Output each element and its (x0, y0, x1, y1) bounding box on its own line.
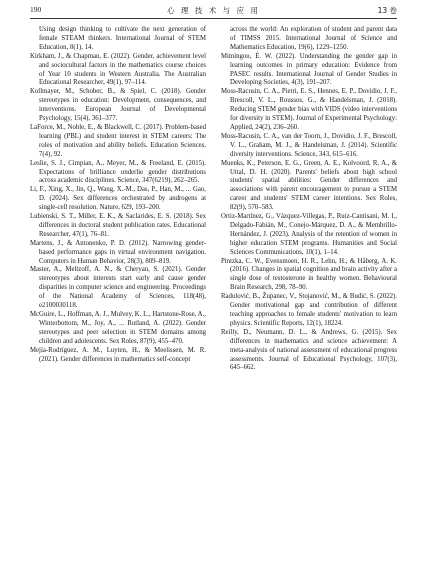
reference-entry: across the world: An exploration of student and parent data of TIMSS 2015. International Journal of Science and Mathematics Education, 19(6), 1229–1250. (230, 26, 397, 51)
reference-entry: Mimingou, É. W. (2022). Understanding the gender gap in learning outcomes in primary education: Evidence from PASEC results. International Journal of Gender Studies in Developing Societies, 4(3), 191–207. (221, 52, 397, 87)
reference-entry: LaForce, M., Noble, E., & Blackwell, C. (2017). Problem-based learning (PBL) and student interest in STEM careers: The roles of motivation and ability beliefs. Education Sciences, 7(4), 92. (30, 123, 206, 158)
reference-entry: Reilly, D., Neumann, D. L., & Andrews, G. (2015). Sex differences in mathematics and science achievement: A meta-analysis of national assessment of educational progress assessments. Journal of Educational Psychology, 107(3), 645–662. (221, 328, 397, 372)
reference-entry: Kirkham, J., & Chapman, E. (2022). Gender, achievement level and sociocultural factors in the mathematics course choices of Year 10 students in Western Australia. The Australian Educational Researcher, 49(1), 97–114. (30, 52, 206, 87)
header-rule (30, 18, 397, 19)
reference-entry: Muenks, K., Peterson, E. G., Green, A. E., Kolvoord, R. A., & Uttal, D. H. (2020). Parents' beliefs about high school students' spatial abilities: Gender differences and associations with parent encouragement to pursue a STEM career and students' STEM career intentions. Sex Roles, 82(9), 570–583. (221, 159, 397, 212)
reference-entry: Moss-Racusin, C. A., Pietri, E. S., Hennes, E. P., Dovidio, J. F., Brescoll, V. L., Roussos, G., & Handelsman, J. (2018). Reducing STEM gender bias with VIDS (video interventions for diversity in STEM). Journal of Experimental Psychology: Applied, 24(2), 236–260. (221, 88, 397, 131)
reference-entry: Ortiz-Martínez, G., Vázquez-Villegas, P., Ruiz-Cantisani, M. I., Delgado-Fabián, M., Conejo-Márquez, D. A., & Membrillo-Hernández, J. (2023). Analysis of the retention of women in higher education STEM programs. Humanities and Social Sciences Communications, 10(1), 1–14. (221, 213, 397, 256)
journal-title: 心 理 技 术 与 应 用 (167, 6, 260, 15)
reference-entry: Using design thinking to cultivate the next generation of female STEAM thinkers. International Journal of STEM Education, 8(1), 14. (39, 26, 206, 51)
reference-entry: Kollmayer, M., Schober, B., & Spiel, C. (2018). Gender stereotypes in education: Development, consequences, and interventions. European Journal of Developmental Psychology, 15(4), 361–377. (30, 88, 206, 123)
page-number: 190 (30, 5, 42, 14)
reference-entry: Moss-Racusin, C. A., van der Toorn, J., Dovidio, J. F., Brescoll, V. L., Graham, M. J., & Handelsman, J. (2014). Scientific diversity interventions. Science, 343, 615–616. (221, 132, 397, 158)
reference-entry: Li, F., Xing, X., Jin, Q., Wang, X.-M., Das, P., Han, M., ... Gao, D. (2024). Sex differences orchestrated by androgens at single-cell resolution. Nature, 629, 193–200. (30, 186, 206, 212)
volume-label: 13 卷 (377, 6, 397, 15)
reference-entry: Master, A., Meltzoff, A. N., & Cheryan, S. (2021). Gender stereotypes about interests start early and cause gender disparities in computer science and engineering. Proceedings of the National Academy of Sciences, 118(48), e2100030118. (30, 266, 206, 310)
reference-entry: Lubienski, S. T., Miller, E. K., & Saclarides, E. S. (2018). Sex differences in doctoral student publication rates. Educational Researcher, 47(1), 76–81. (30, 213, 206, 238)
reference-entry: Mejía-Rodríguez, A. M., Luyten, H., & Meelissen, M. R. (2021). Gender differences in mathematics self-concept (30, 346, 206, 363)
references-left-column (30, 26, 206, 364)
references-right-column (221, 26, 397, 373)
page-header (0, 0, 427, 22)
reference-entry: Radulović, B., Županec, V., Stojanović, M., & Budić, S. (2022). Gender motivational gap and contribution of different teaching approaches to female students' motivation to learn physics. Scientific Reports, 12(1), 18224. (221, 293, 397, 327)
reference-entry: McGuire, L., Hoffman, A. J., Mulvey, K. L., Hartstone-Rose, A., Winterbottom, M., Joy, A., ... Rutland, A. (2022). Gender stereotypes and peer selection in STEM domains among children and adolescents. Sex Roles, 87(9), 455–470. (30, 311, 206, 345)
reference-entry: Pintzka, C. W., Evensmoen, H. R., Lehn, H., & Håberg, A. K. (2016). Changes in spatial cognition and brain activity after a single dose of testosterone in healthy women. Behavioural Brain Research, 298, 78–90. (221, 257, 397, 292)
reference-entry: Leslie, S. J., Cimpian, A., Meyer, M., & Freeland, E. (2015). Expectations of brilliance underlie gender distributions across academic disciplines. Science, 347(6219), 262–265. (30, 159, 206, 185)
reference-entry: Martens, J., & Antonenko, P. D. (2012). Narrowing gender-based performance gaps in virtual environment navigation. Computers in Human Behavior, 28(3), 809–819. (30, 239, 206, 265)
